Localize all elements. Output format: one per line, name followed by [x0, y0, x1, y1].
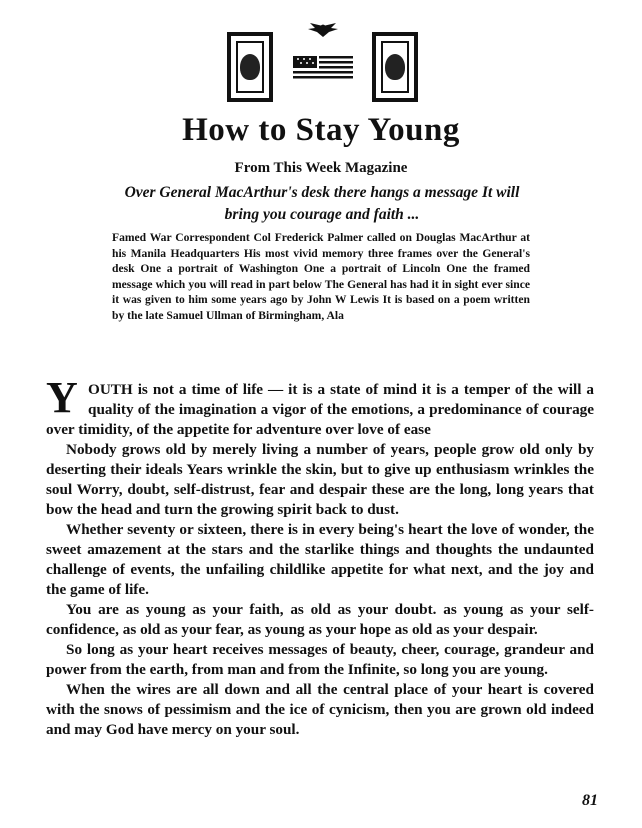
- body-paragraph: Nobody grows old by merely living a number of years, people grow old only by deserting their ideals Years wrinkle the skin, but to give up enthusiasm wrinkles the soul Worry, doubt, self-distrust, fear and despair these are the long, long years that bow the head and turn the growing spirit back to dust.: [46, 441, 594, 518]
- page-number: 81: [582, 792, 598, 809]
- body-paragraph: So long as your heart receives messages of beauty, cheer, courage, grandeur and power from the earth, from man and from the Infinite, so long you are young.: [46, 641, 594, 678]
- portrait-icon: [240, 54, 260, 80]
- article-tagline: Over General MacArthur's desk there hangs a message It will bring you courage and faith ...: [124, 184, 520, 223]
- intro-paragraph: [112, 230, 530, 324]
- article-source: From This Week Magazine: [234, 160, 408, 176]
- article-title: How to Stay Young: [182, 112, 460, 148]
- portrait-icon: [385, 54, 405, 80]
- intro-text: Famed War Correspondent Col Frederick Palmer called on Douglas MacArthur at his Manila Headquarters His most vivid memory three frames over the General's desk One a portrait of Washington One a portrait of Lincoln One the framed message which you will read in part below The General has had it in sight ever since it was given to him some years ago by John W Lewis It is based on a poem written by the late Samuel Ullman of Birmingham, Ala: [112, 231, 530, 322]
- drop-cap: Y: [46, 373, 78, 422]
- portrait-frame-left: [227, 32, 273, 102]
- article-body: [46, 373, 594, 740]
- body-paragraph: Whether seventy or sixteen, there is in every being's heart the love of wonder, the sweet amazement at the stars and the starlike things and thoughts the undaunted challenge of events, the unfailing childlike appetite for what next, and the joy and the game of life.: [46, 521, 594, 598]
- eagle-icon: [306, 22, 340, 38]
- body-paragraph: You are as young as your faith, as old as your doubt. as young as your self-confidence, as old as your fear, as young as your hope as old as your despair.: [46, 601, 594, 638]
- body-paragraph: [46, 373, 594, 440]
- flag-emblem-icon: [293, 56, 353, 82]
- body-paragraph-text: OUTH is not a time of life — it is a state of mind it is a temper of the will a quality of the imagination a vigor of the emotions, a predominance of courage over timidity, of the appetite for adventure over love of ease: [46, 381, 594, 438]
- body-paragraph: When the wires are all down and all the central place of your heart is covered with the snows of pessimism and the ice of cynicism, then you are grown old indeed and may God have mercy on your soul.: [46, 681, 594, 738]
- header-ornament: [215, 22, 430, 110]
- portrait-frame-right: [372, 32, 418, 102]
